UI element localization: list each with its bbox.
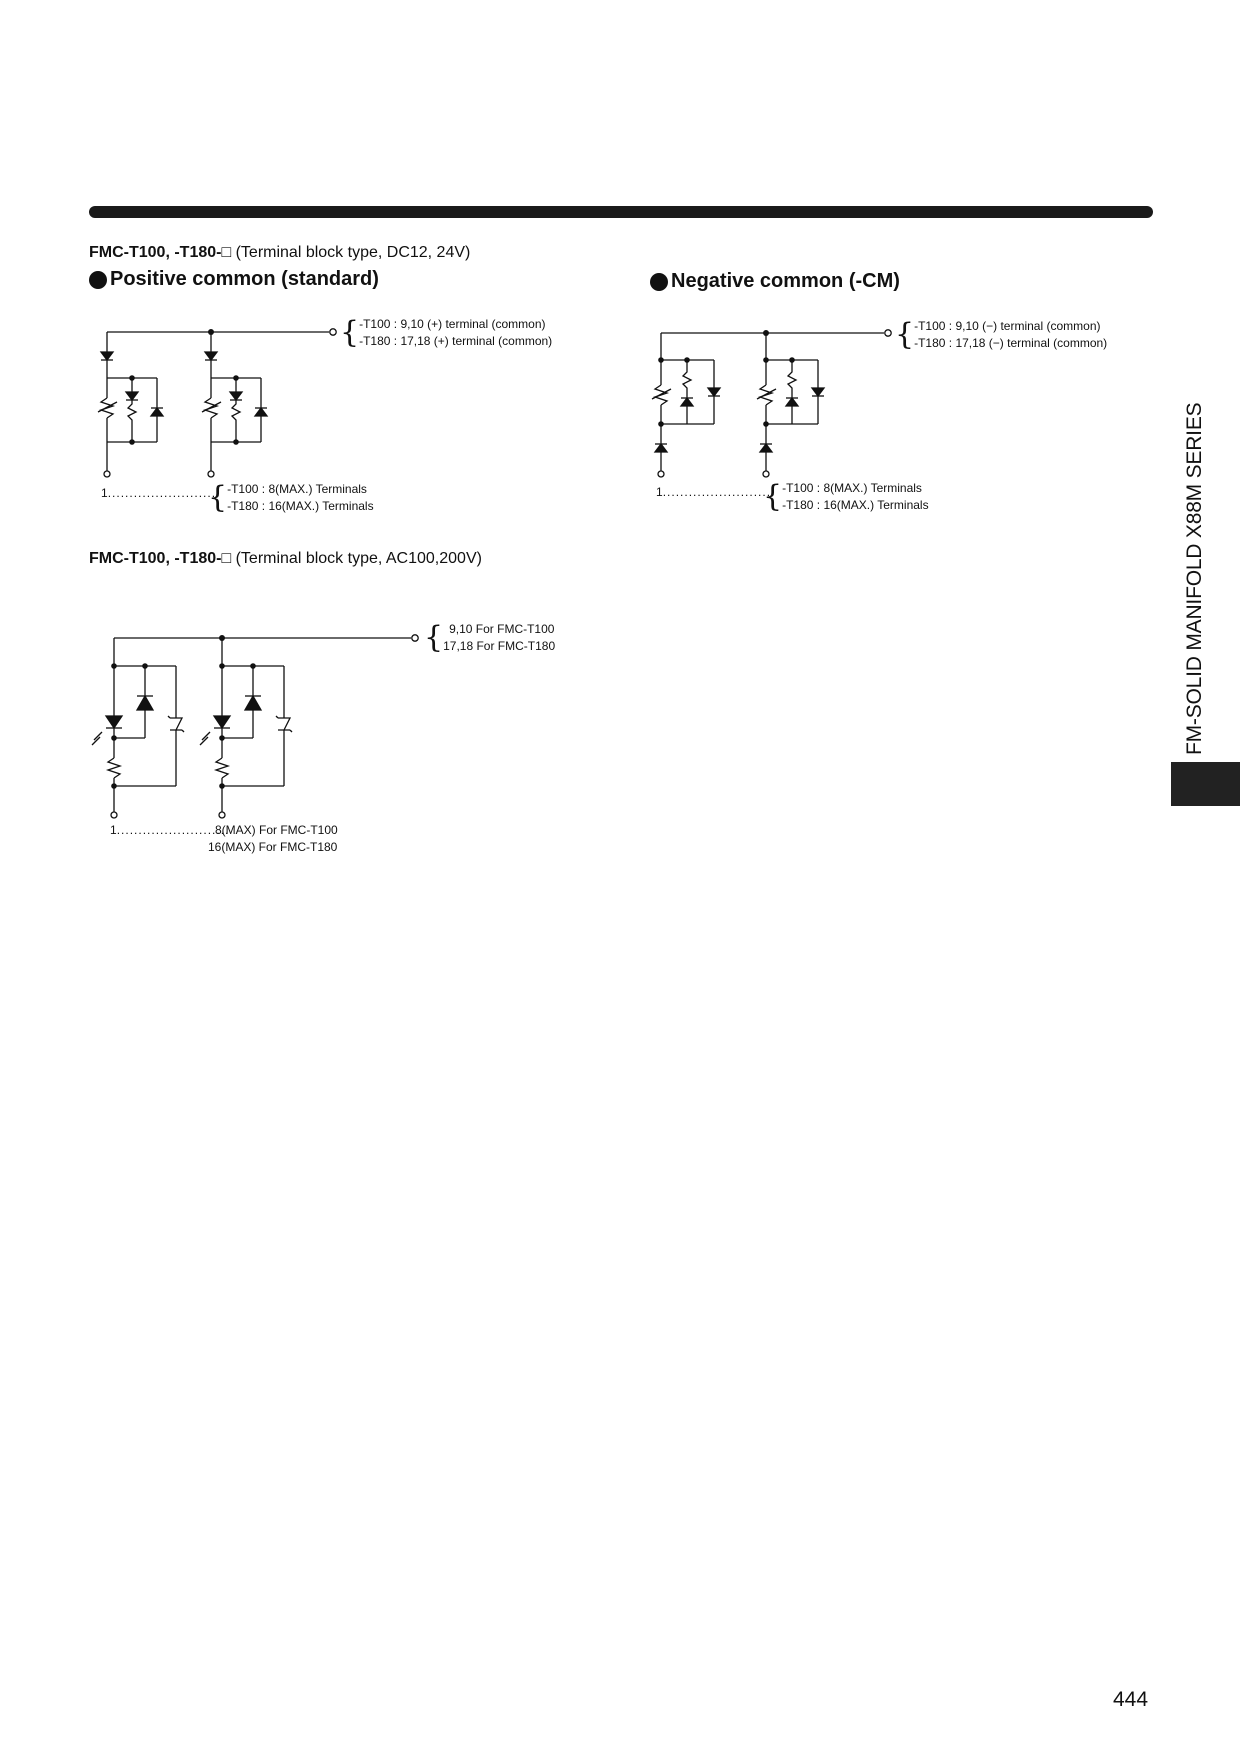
brace-glyph: { xyxy=(763,479,783,514)
series-side-label: FM-SOLID MANIFOLD X88M SERIES xyxy=(1183,402,1206,755)
positive-term-start: 1 xyxy=(101,486,108,500)
ac-term-t100: 8(MAX) For FMC-T100 xyxy=(215,823,338,837)
positive-common-t100: -T100 : 9,10 (+) terminal (common) xyxy=(359,317,546,331)
box-glyph: □ xyxy=(221,550,232,567)
negative-term-start: 1 xyxy=(656,485,663,499)
dc-heading-model: FMC-T100, -T180- xyxy=(89,244,222,261)
brace-glyph: { xyxy=(895,317,915,352)
ac-heading-desc: (Terminal block type, AC100,200V) xyxy=(235,550,482,567)
ac-term-start: 1 xyxy=(110,823,117,837)
negative-terminal-range: 1......................... xyxy=(656,485,772,499)
negative-title-text: Negative common (-CM) xyxy=(671,270,900,292)
negative-common-t180: -T180 : 17,18 (−) terminal (common) xyxy=(914,336,1108,350)
brace-glyph: { xyxy=(208,480,228,515)
ac-unit-1 xyxy=(92,638,184,818)
ac-common-label xyxy=(424,621,555,655)
brace-glyph: { xyxy=(340,315,360,350)
ac-terminal-range: 1.......................... xyxy=(110,823,230,837)
ac-common-t180: 17,18 For FMC-T180 xyxy=(443,639,556,653)
negative-common-t100: -T100 : 9,10 (−) terminal (common) xyxy=(914,319,1101,333)
page-number: 444 xyxy=(1113,1688,1149,1711)
brace-glyph: { xyxy=(424,620,444,655)
positive-term-t100: -T100 : 8(MAX.) Terminals xyxy=(227,482,367,496)
positive-terminal-range: 1......................... xyxy=(101,486,217,500)
positive-term-t180: -T180 : 16(MAX.) Terminals xyxy=(227,499,374,513)
negative-term-t100: -T100 : 8(MAX.) Terminals xyxy=(782,481,922,495)
negative-term-t180: -T180 : 16(MAX.) Terminals xyxy=(782,498,929,512)
box-glyph: □ xyxy=(221,244,232,261)
dc-heading-desc: (Terminal block type, DC12, 24V) xyxy=(235,244,471,261)
positive-title-text: Positive common (standard) xyxy=(110,268,379,290)
ac-heading-model: FMC-T100, -T180- xyxy=(89,550,222,567)
ac-common-t100: 9,10 For FMC-T100 xyxy=(449,622,555,636)
ac-unit-2 xyxy=(200,638,292,818)
positive-common-t180: -T180 : 17,18 (+) terminal (common) xyxy=(359,334,553,348)
section-tab xyxy=(1171,762,1240,806)
ac-terminal-label xyxy=(208,822,338,856)
ac-term-t180: 16(MAX) For FMC-T180 xyxy=(208,840,338,854)
